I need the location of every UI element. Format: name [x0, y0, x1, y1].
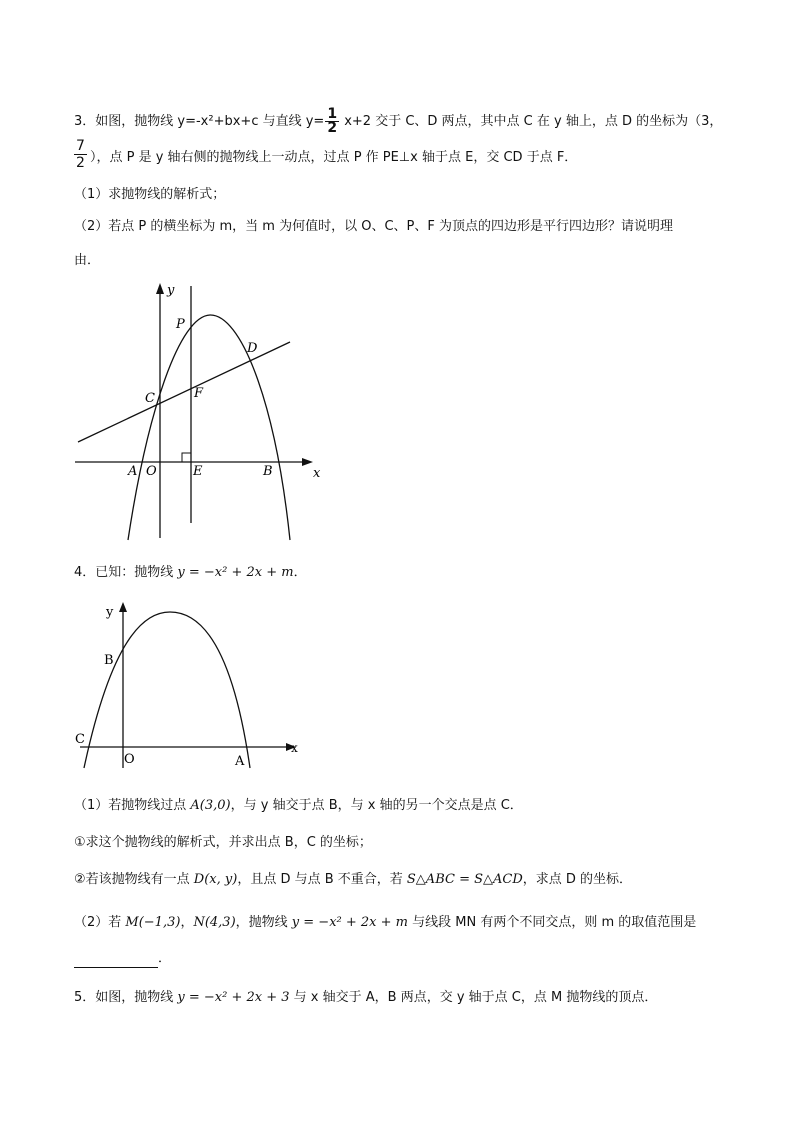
q4-label-b: B [104, 653, 114, 668]
q4-intro [74, 564, 307, 582]
q4-part2-text-d: 与线段 MN 有两个不同交点，则 m 的取值范围是 [407, 915, 697, 930]
q4-sub1-text: ①求这个抛物线的解析式，并求出点 B，C 的坐标； [74, 835, 372, 850]
q3-right-angle [182, 453, 191, 462]
frac-num: 1 [327, 106, 338, 122]
q4-figure [72, 598, 312, 773]
q4-part1-text-b: ，与 y 轴交于点 B，与 x 轴的另一个交点是点 C． [230, 798, 523, 813]
q4-part2 [74, 914, 696, 932]
q4-intro-equation: y = −x² + 2x + m [177, 565, 294, 580]
q5-intro [74, 989, 657, 1007]
q4-part1-text-a: （1）若抛物线过点 [74, 798, 191, 813]
q3-part2 [74, 218, 673, 236]
q3-label-f: F [194, 386, 204, 401]
q4-part2-text-b: ， [180, 915, 194, 930]
q4-part2-equation: y = −x² + 2x + m [291, 915, 408, 930]
q3-y-arrow [156, 283, 164, 294]
q5-equation: y = −x² + 2x + 3 [177, 990, 290, 1005]
q3-label-d: D [247, 341, 258, 356]
q4-sub1 [74, 834, 372, 852]
q4-answer-end: ． [158, 951, 172, 966]
q3-text-b: x+2 交于 C、D 两点，其中点 C 在 y 轴上，点 D 的坐标为（3， [340, 114, 723, 129]
q4-intro-end: ． [293, 565, 307, 580]
q3-line2-text: ），点 P 是 y 轴右侧的抛物线上一动点，过点 P 作 PE⊥x 轴于点 E，交 CD 于点 F． [90, 150, 578, 165]
q3-x-arrow [302, 458, 313, 466]
q3-part2-cont [74, 252, 100, 270]
q4-sub2 [74, 871, 632, 889]
q3-label-p: P [176, 317, 185, 332]
q4-label-x: x [291, 741, 298, 755]
q3-part1 [74, 186, 225, 204]
q3-label-o: O [146, 464, 157, 479]
q3-label-a: A [128, 464, 138, 479]
q4-y-arrow [119, 602, 127, 612]
q3-label-c: C [145, 391, 155, 406]
q4-point-m: M(−1,3) [125, 915, 181, 930]
q3-text-a: 3．如图，抛物线 y=-x²+bx+c 与直线 y= [74, 114, 325, 129]
q4-label-o: O [124, 752, 135, 767]
q3-line-cd [78, 342, 290, 442]
q4-part2-text-c: ，抛物线 [235, 915, 292, 930]
q3-line2 [90, 149, 577, 167]
q4-label-a: A [235, 754, 245, 769]
q3-label-b: B [263, 464, 273, 479]
q4-parabola [84, 612, 250, 768]
answer-blank [74, 953, 158, 968]
q3-part2-text: （2）若点 P 的横坐标为 m，当 m 为何值时，以 O、C、P、F 为顶点的四边形是平行四边形？请说明理 [74, 219, 673, 234]
q4-sub2-text-b: ，且点 D 与点 B 不重合，若 [237, 872, 407, 887]
q4-label-c: C [75, 732, 85, 747]
q3-label-e: E [193, 464, 203, 479]
fraction-seven-half [74, 138, 87, 171]
frac2-num: 7 [76, 138, 85, 154]
q3-figure [70, 278, 340, 543]
q3-part1-text: （1）求抛物线的解析式； [74, 187, 226, 202]
q4-part2-text-a: （2）若 [74, 915, 126, 930]
q4-area-equation: S△ABC = S△ACD [406, 872, 523, 887]
q3-part2-cont-text: 由． [74, 253, 101, 268]
q3-label-x: x [313, 466, 321, 481]
q3-label-y: y [167, 283, 175, 298]
q5-text-b: 与 x 轴交于 A，B 两点，交 y 轴于点 C，点 M 抛物线的顶点． [289, 990, 658, 1005]
q4-sub2-text-a: ②若该抛物线有一点 [74, 872, 194, 887]
q4-intro-text: 4．已知：抛物线 [74, 565, 178, 580]
q4-point-n: N(4,3) [193, 915, 236, 930]
q4-point-a: A(3,0) [190, 798, 231, 813]
frac-den: 2 [327, 120, 338, 136]
q4-part1 [74, 797, 523, 815]
q4-sub2-text-c: ，求点 D 的坐标． [522, 872, 633, 887]
q5-text-a: 5．如图，抛物线 [74, 990, 178, 1005]
q3-line1 [74, 108, 722, 135]
q4-point-d: D(x, y) [193, 872, 238, 887]
fraction-half [325, 108, 339, 135]
q3-parabola [128, 315, 290, 540]
q4-label-y: y [106, 605, 114, 620]
q4-answer-line [74, 950, 171, 968]
frac2-den: 2 [76, 155, 85, 171]
